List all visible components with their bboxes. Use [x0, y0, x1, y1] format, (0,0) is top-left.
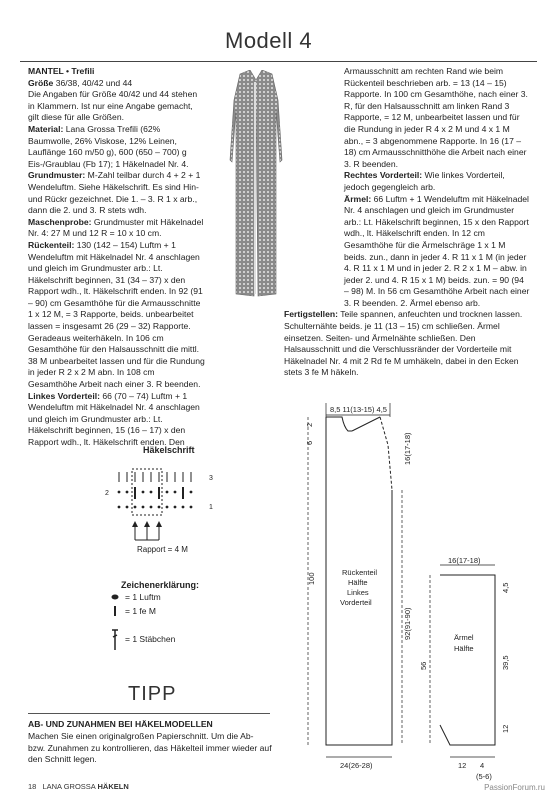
slip-stitch-icon	[105, 606, 125, 616]
fertigstellen-text: Teile spannen, anfeuchten und trocknen lassen. Schulternähte beids. je 11 (13 – 15) cm schließen. Ärmel einsetzen. Seiten- und Ärmelnähte schließen. Den Halsausschnitt und die Verschlussränder der Vorderteile mit Häkelnadel Nr. 4 mit 2 Rd fe M umhäkeln, dabei in den Ecken stets 3 fe M häkeln.	[284, 309, 523, 378]
title-rule	[20, 61, 537, 62]
aermel-label: Ärmel:	[344, 193, 372, 204]
page-footer	[28, 782, 129, 791]
chart-title: Häkelschrift	[143, 445, 195, 455]
grundmuster-text: M-Zahl teilbar durch 4 + 2 + 1 Wendeluftm. Siehe Häkelschrift. Es sind Hin- und Rückr gezeichnet. Die 1. – 3. R 1 x arb., dann die 2. und 3. R stets wdh.	[28, 170, 201, 216]
chain-stitch-icon	[105, 594, 125, 600]
body-label-4: Vorderteil	[340, 598, 372, 607]
legend-item-staebchen-label: = 1 Stäbchen	[125, 634, 176, 644]
dim-16: 16(17-18)	[403, 432, 412, 465]
legend-item-fe-m	[105, 606, 156, 616]
chart-arrows	[132, 521, 162, 527]
sleeve-top-dim: 16(17-18)	[448, 556, 481, 565]
rueckenteil-text: 130 (142 – 154) Luftm + 1 Wendeluftm mit Häkelnadel Nr. 4 anschlagen und gleich im Grundmuster arb.: Lt. Häkelschrift beginnen, 31 (34 – 37) x den Rapport wdh., lt. Häkelschrift enden. In 92 (91 – 90) cm Gesamthöhe für die Armausschnitte 1 x 12 M, = 3 Rapporte, beids. unbearbeitet lassen = insgesamt 26 (29 – 32) Rapporte. Geradeaus weiterhäkeln. In 106 cm Gesamthöhe für den Halsausschnitt die mittl. 38 M unbearbeitet lassen und für die Rundung in jeder R 2 x 2 M abn. In 108 cm Gesamthöhe Arbeit nach einer 3. R beenden.	[28, 239, 205, 390]
tipp-rule	[28, 713, 270, 714]
sleeve-label-1: Ärmel	[454, 633, 474, 642]
chart-rapport-bracket	[132, 469, 162, 540]
sleeve-dim-56: 56	[419, 661, 428, 670]
dim-92: 92(91-90)	[403, 607, 412, 640]
chart-row-label-2: 2	[105, 490, 109, 497]
chart-row-label-3: 3	[209, 475, 213, 482]
body-label-2: Hälfte	[348, 578, 368, 587]
material-label: Material:	[28, 123, 64, 134]
schema-top-dims: 8,5 11(13-15) 4,5	[330, 405, 387, 414]
watermark: PassionForum.ru	[484, 783, 545, 792]
legend-item-luftm-label: = 1 Luftm	[125, 592, 161, 602]
legend-title: Zeichenerklärung:	[121, 580, 200, 590]
linkes-vorderteil-text: 66 (70 – 74) Luftm + 1 Wendeluftm mit Häkelnadel Nr. 4 anschlagen und gleich im Grundmuster arb.: Lt. Häkelschrift beginnen, 15 (16 – 17) x den Rapport wdh., lt. Häkelschrift enden. Den	[28, 390, 200, 447]
chart-row-label-1: 1	[209, 504, 213, 511]
groesse-label: Größe	[28, 77, 54, 88]
mantel-label: MANTEL • Trefili	[28, 66, 95, 76]
material-text: Lana Grossa Trefili (62% Baumwolle, 26% Viskose, 12% Leinen, Lauflänge 160 m/50 g), 600 (650 – 700) g Eis-/Graublau (Fb 17); 1 Häkelnadel Nr. 4.	[28, 123, 189, 169]
sleeve-dim-45: 4,5	[501, 582, 510, 593]
sleeve-bottom-12: 12	[458, 761, 467, 770]
sleeve-bottom-56: (5-6)	[476, 772, 492, 781]
fertigstellen-label: Fertigstellen:	[284, 309, 338, 320]
legend-item-fe-m-label: = 1 fe M	[125, 606, 156, 616]
rueckenteil-label: Rückenteil:	[28, 239, 75, 250]
page-title: Modell 4	[225, 28, 313, 53]
linkes-vorderteil-label: Linkes Vorderteil:	[28, 390, 100, 401]
chart-row-2	[118, 487, 193, 499]
rapport-label: Rapport = 4 M	[137, 545, 188, 554]
body-label-1: Rückenteil	[342, 568, 378, 577]
groesse-text: 36/38, 40/42 und 44	[53, 77, 133, 88]
right-intro-text: Armausschnitt am rechten Rand wie beim Rückenteil beschrieben arb. = 13 (14 – 15) Rapporte. In 100 cm Gesamthöhe, nach einer 3. R, für den Halsausschnitt am linken Rand 3 Rapporte, = 12 M, unbearbeitet lassen und für die Rundung in jeder R 4 x 2 M und 4 x 1 M abn., = 3 abgenommene Rapporte. In 16 (17 – 18) cm Armausschnitthöhe die Arbeit nach einer 3. R beenden.	[344, 66, 528, 169]
body-label-3: Linkes	[347, 588, 369, 597]
brand-name: LANA GROSSA	[42, 782, 96, 791]
dim-neck-small: 2	[305, 422, 314, 427]
coat-photo	[226, 70, 286, 298]
page-number: 18	[28, 782, 37, 791]
dim-6: 6	[305, 440, 314, 445]
instructions-right-column	[284, 66, 530, 379]
sleeve-outline	[440, 575, 495, 745]
maschenprobe-label: Maschenprobe:	[28, 216, 92, 227]
sleeve-dim-395: 39,5	[501, 655, 510, 670]
rechtes-vorderteil-label: Rechtes Vorderteil:	[344, 170, 423, 181]
section-name: HÄKELN	[97, 782, 129, 791]
dim-100: 100	[307, 572, 316, 585]
double-crochet-icon	[105, 628, 125, 650]
legend-item-luftm	[105, 592, 161, 602]
legend-item-staebchen	[105, 628, 175, 650]
maschenprobe-text: Grundmuster mit Häkelnadel Nr. 4: 27 M und 12 R = 10 x 10 cm.	[28, 216, 204, 239]
tipp-heading: AB- UND ZUNAHMEN BEI HÄKELMODELLEN	[28, 719, 213, 729]
groesse-note: Die Angaben für Größe 40/42 und 44 stehen in Klammern. Ist nur eine Angabe gemacht, gilt diese für alle Größen.	[28, 89, 198, 123]
sleeve-bottom-4: 4	[480, 761, 485, 770]
dim-bottom: 24(26-28)	[340, 761, 373, 770]
grundmuster-label: Grundmuster:	[28, 170, 86, 181]
tipp-text: Machen Sie einen originalgroßen Papierschnitt. Um die Ab- bzw. Zunahmen zu kontrollieren, das Häkelteil immer wieder auf den Schnitt legen.	[28, 731, 272, 765]
aermel-text: 66 Luftm + 1 Wendeluftm mit Häkelnadel Nr. 4 anschlagen und gleich im Grundmuster arb.: Lt. Häkelschrift beginnen, 15 x den Rapport wdh., lt. Häkelschrift enden. In 12 cm Gesamthöhe für die Ärmelschräge 1 x 1 M beids. zun., dann in jeder 4. R 11 x 1 M (in jeder 4. R 11 x 1 M und in jeder 2. R 2 x 1 M – abw. in jeder 2. und 4. R 15 x 1 M) beids. zun. = 90 (94 – 98) M. In 56 cm Gesamthöhe Arbeit nach einer 3. R beenden. 2. Ärmel ebenso arb.	[344, 193, 530, 308]
tipp-label: TIPP	[128, 683, 177, 705]
sleeve-dim-12v: 12	[501, 724, 510, 733]
sleeve-label-2: Hälfte	[454, 644, 474, 653]
chart-row-3	[119, 472, 191, 482]
rechtes-vorderteil-text: Wie linkes Vorderteil, jedoch gegengleich arb.	[344, 170, 505, 192]
pattern-schematic	[290, 395, 550, 785]
chart-row-1	[118, 506, 193, 509]
